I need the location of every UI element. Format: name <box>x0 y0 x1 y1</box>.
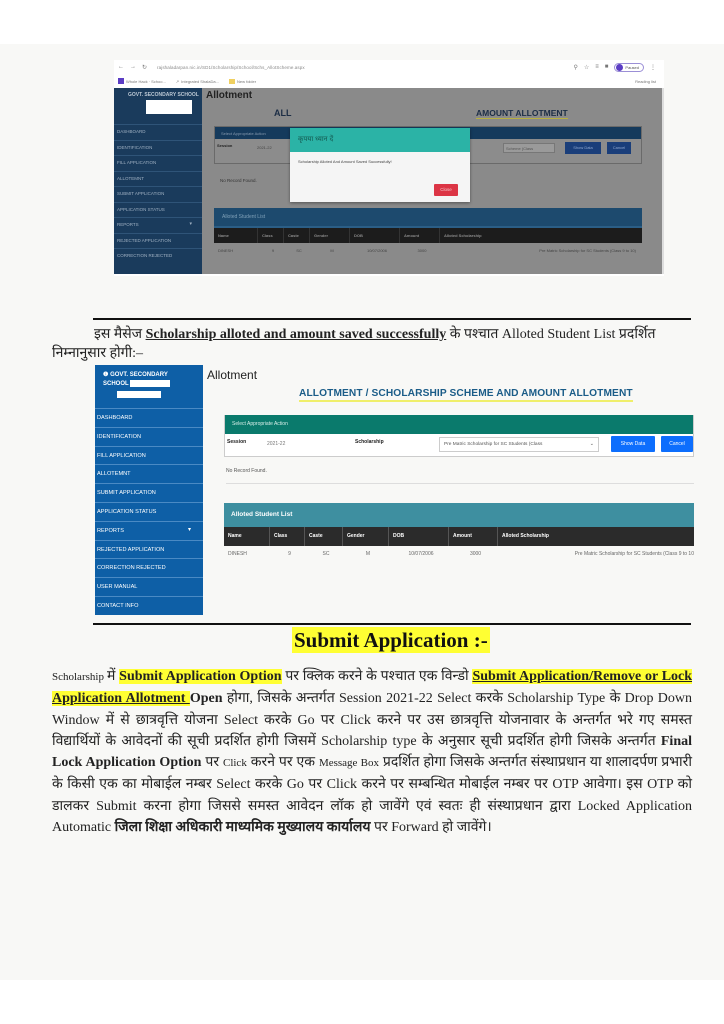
bookmark-1[interactable]: Whole Hack · Schoo... <box>118 78 166 84</box>
menu-icon[interactable]: ⋮ <box>650 64 656 71</box>
reload-icon[interactable]: ↻ <box>142 64 148 71</box>
office-name: जिला शिक्षा अधिकारी माध्यमिक मुख्यालय कार्यालय <box>114 820 371 836</box>
profile-button[interactable]: Paused <box>614 63 644 72</box>
sidebar-item-rejected-application[interactable]: REJECTED APPLICATION <box>114 233 202 249</box>
bookmark-3[interactable]: New folder <box>229 79 256 84</box>
sidebar-item-correction-rejected[interactable]: CORRECTION REJECTED <box>95 558 203 577</box>
sidebar <box>114 88 202 274</box>
sidebar-item-fill-application[interactable]: FILL APPLICATION <box>114 155 202 171</box>
col-gender: Gender <box>343 527 389 546</box>
close-button[interactable]: Close <box>434 184 458 196</box>
list-title: Alloted Student List <box>224 503 694 527</box>
sidebar-item-submit-application[interactable]: SUBMIT APPLICATION <box>114 186 202 202</box>
bookmark-2[interactable]: ↗ Integrated ShalaDa... <box>175 78 219 84</box>
card-header: Select Appropriate Action <box>215 127 641 139</box>
divider <box>93 318 691 320</box>
sidebar-item-allotment[interactable]: ALLOTEMNT <box>95 464 203 483</box>
col-amount: Amount <box>400 228 440 243</box>
alloted-student-list <box>214 208 642 257</box>
info-icon: ❶ <box>103 372 109 378</box>
sidebar-item-reports[interactable]: REPORTS ▾ <box>95 521 203 540</box>
cell-gender: M <box>330 248 334 253</box>
sidebar-item-application-status[interactable]: APPLICATION STATUS <box>114 202 202 218</box>
col-caste: Caste <box>305 527 343 546</box>
chevron-down-icon: ▾ <box>187 526 191 533</box>
sidebar-item-allotment[interactable]: ALLOTEMNT <box>114 171 202 187</box>
session-value[interactable]: 2021-22 <box>257 145 272 150</box>
scrollbar[interactable] <box>662 88 664 274</box>
scholarship-select[interactable]: Scheme (Class <box>503 143 555 153</box>
page-title: Allotment <box>207 368 258 382</box>
session-label: Session <box>217 143 233 148</box>
cell-name: DINESH <box>218 248 234 253</box>
sidebar-item-correction-rejected[interactable]: CORRECTION REJECTED <box>114 248 202 264</box>
cell-caste: SC <box>296 248 302 253</box>
page-title: Allotment <box>206 90 253 101</box>
bookmarks-bar <box>114 74 664 88</box>
extensions-icon[interactable]: ≡ <box>595 64 599 70</box>
sidebar-item-contact-info[interactable]: CONTACT INFO <box>95 596 203 615</box>
address-bar[interactable]: rajshaladarpan.nic.in/SD1/Scholarship/School/Schs_AllotScheme.aspx <box>157 64 305 70</box>
sidebar-item-dashboard[interactable]: DASHBOARD <box>95 408 203 427</box>
success-modal <box>290 128 470 202</box>
headline: ALLOTMENT / SCHOLARSHIP SCHEME AND AMOUNT ALLOTMENT <box>299 388 633 402</box>
cell-amount: 3000 <box>469 551 482 557</box>
highlight-window-name: Submit Application/Remove or Lock Application Allotment <box>52 669 693 707</box>
card-header: Select Appropriate Action <box>225 415 693 434</box>
cell-scholarship: Pre Matric Scholarship for SC Students (Class 9 to 10 <box>574 551 694 557</box>
forward-icon[interactable]: → <box>130 63 136 70</box>
redaction <box>146 100 192 114</box>
app-overlay <box>114 88 662 274</box>
divider <box>93 623 691 625</box>
col-class: Class <box>270 527 305 546</box>
school-brand: ❶ GOVT. SECONDARY SCHOOL <box>95 365 203 408</box>
col-dob: DOB <box>389 527 449 546</box>
section-heading: Submit Application :- <box>294 628 488 652</box>
action-card <box>224 415 694 457</box>
avatar <box>616 64 623 71</box>
scholarship-select[interactable]: Pre Matric Scholarship for SC Students (Class ⌄ <box>439 437 599 452</box>
emphasis-message: Scholarship alloted and amount saved successfully <box>145 327 447 342</box>
headline-left: ALL <box>274 108 292 118</box>
folder-icon <box>229 79 235 84</box>
col-gender: Gender <box>310 228 350 243</box>
browser-toolbar <box>114 60 664 74</box>
table-row <box>214 243 642 257</box>
sidebar-item-identification[interactable]: IDENTIFICATION <box>95 427 203 446</box>
paragraph-alloted-list: इस मैसेज Scholarship alloted and amount saved successfully के पश्चात Alloted Student List प्रदर्शित निम्नानुसार होगी:– <box>52 327 656 361</box>
cell-dob: 10/07/2006 <box>366 248 388 253</box>
screenshot-allotment-list <box>93 365 693 615</box>
cancel-button[interactable]: Cancel <box>661 436 693 452</box>
cell-amount: 3000 <box>417 248 427 253</box>
cell-dob: 10/07/2006 <box>408 551 434 557</box>
cell-name: DINESH <box>228 551 247 557</box>
link-icon: ↗ <box>175 78 180 84</box>
table-header <box>214 228 642 243</box>
bookmark-icon <box>118 78 124 84</box>
col-name: Name <box>214 228 258 243</box>
final-lock-option: Final Lock Application Option <box>52 733 692 771</box>
col-class: Class <box>258 228 284 243</box>
cell-class: 9 <box>271 248 275 253</box>
cell-caste: SC <box>322 551 330 557</box>
sidebar-item-fill-application[interactable]: FILL APPLICATION <box>95 446 203 465</box>
school-brand: GOVT. SECONDARY SCHOOL <box>114 88 202 124</box>
redaction <box>117 391 161 398</box>
sidebar-item-reports[interactable]: REPORTS ▾ <box>114 217 202 233</box>
reading-list[interactable]: Reading list <box>635 78 656 84</box>
col-amount: Amount <box>449 527 498 546</box>
cell-scholarship: Pre Matric Scholarship for SC Students (Class 9 to 10) <box>539 248 636 253</box>
sidebar-item-dashboard[interactable]: DASHBOARD <box>114 124 202 140</box>
highlight-submit-option: Submit Application Option <box>119 669 282 684</box>
table-header <box>224 527 694 546</box>
sidebar-item-rejected-application[interactable]: REJECTED APPLICATION <box>95 540 203 559</box>
alloted-student-list <box>224 503 694 561</box>
screenshot-allotment-modal <box>114 60 664 276</box>
sidebar <box>95 365 203 615</box>
col-name: Name <box>224 527 270 546</box>
sidebar-item-application-status[interactable]: APPLICATION STATUS <box>95 502 203 521</box>
col-alloted-scholarship: Alloted Scholarship <box>444 233 482 238</box>
scholarship-label: Scholarship <box>355 439 384 445</box>
show-data-button[interactable]: Show Data <box>611 436 655 452</box>
no-record-text: No Record Found. <box>220 178 257 183</box>
headline-right: AMOUNT ALLOTMENT <box>476 108 568 118</box>
chevron-down-icon: ▾ <box>189 221 192 227</box>
modal-message: Scholarship Alloted And Amount Saved Successfully! <box>298 159 392 164</box>
col-dob: DOB <box>350 228 400 243</box>
session-value[interactable]: 2021-22 <box>267 441 286 447</box>
star-icon[interactable]: ☆ <box>583 64 590 71</box>
show-data-button[interactable]: Show Data <box>565 142 601 154</box>
back-icon[interactable]: ← <box>118 63 124 70</box>
sidebar-item-identification[interactable]: IDENTIFICATION <box>114 140 202 156</box>
zoom-icon[interactable]: ⚲ <box>573 64 578 71</box>
col-caste: Caste <box>284 228 310 243</box>
cell-gender: M <box>365 551 371 557</box>
session-label: Session <box>227 439 247 445</box>
col-alloted-scholarship: Alloted Scholarship <box>502 533 549 539</box>
chevron-down-icon: ⌄ <box>589 441 594 447</box>
sidebar-item-user-manual[interactable]: USER MANUAL <box>95 577 203 596</box>
no-record-text: No Record Found. <box>226 468 694 484</box>
modal-title: कृपया ध्यान दें <box>290 128 470 152</box>
redaction <box>130 380 170 387</box>
list-title: Alloted Student List <box>214 208 642 228</box>
sidebar-item-submit-application[interactable]: SUBMIT APPLICATION <box>95 483 203 502</box>
cell-class: 9 <box>288 551 291 557</box>
table-row <box>224 546 694 561</box>
cancel-button[interactable]: Cancel <box>607 142 631 154</box>
paragraph-submit-application: Scholarship में Submit Application Option पर क्लिक करने के पश्चात एक विन्डो Submit Application/Remove or Lock Application Allotment Open होगा, जिसके अन्तर्गत Session 2021-22 Select करके Scholarship Type के Drop Down Window में से छात्रवृत्ति योजना Select करके Go पर Click करने पर उस छात्रवृत्ति योजनावार के अन्तर्गत भरे गए समस्त विद्यार्थियों के आवेदनों की सूची प्रदर्शित होगी जिसमें Scholarship type के अनुसार सूची प्रदर्शित होगी जिसके अन्तर्गत Final Lock Application Option पर Click करने पर एक Message Box प्रदर्शित होगा जिसके अन्तर्गत संस्थाप्रधान या शालादर्पण प्रभारी के किसी एक का मोबाईल नम्बर Select करके Go पर Click करने पर सम्बन्धित मोबाईल नम्बर पर OTP आवेगा। इस OTP को डालकर Submit करना होगा जिससे समस्त आवेदन लॉक हो जावेंगे एवं स्वतः ही संस्थाप्रधान द्वारा Locked Application Automatic जिला शिक्षा अधिकारी माध्यमिक मुख्यालय कार्यालय पर Forward हो जावेंगे। <box>52 669 693 836</box>
puzzle-icon[interactable]: ■ <box>604 64 609 70</box>
